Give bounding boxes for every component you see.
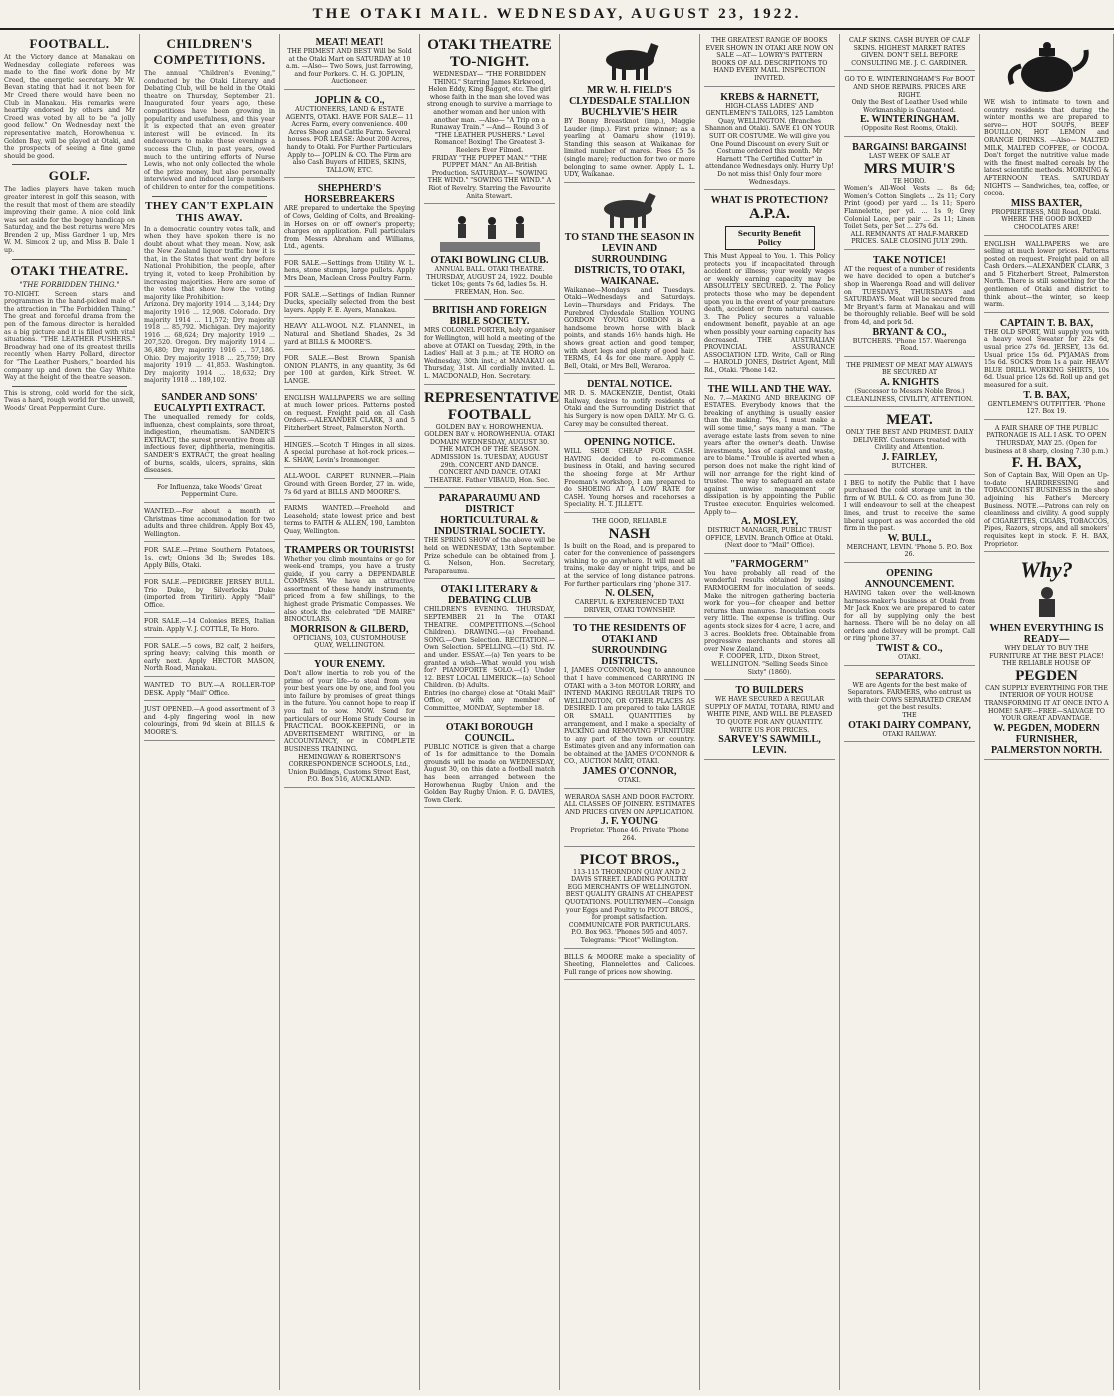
- krebs-name: KREBS & HARNETT,: [720, 91, 819, 103]
- sander-ad: [144, 389, 275, 479]
- stallion-body: BY Bonny Breastknot (imp.), Maggie Lauder (imp.). First prize winner; as a yearling at Oamaru show (1919). Standing this season at Waikanae for limited number of mares. Fees £5 5s (single mare); reduction for two or more belonging to same owner. Apply L. L. UDY, Waikanae.: [564, 118, 695, 179]
- column-4: [420, 34, 560, 1390]
- apa-ad: [704, 192, 835, 379]
- mosley-body: DISTRICT MANAGER, PUBLIC TRUST OFFICE, LEVIN. Branch Office at Otaki. (Next door to "Mail" Office).: [705, 527, 834, 550]
- tearooms-body: WE wish to intimate to town and country residents that during the winter months we are prepared to serve— HOT SOUPS, BEEF BOUILLON, HOT LEMON and ORANGE DRINKS. —Also— MALTED MILK, MALTED COFFEE, or COCOA. Don't forget the nutritive value made with the finest malted cereals by the latest scientific methods. MORNING & AFTERNOON TEAS. SATURDAY NIGHTS — Sandwiches, tea, coffee, or cocoa.: [984, 99, 1109, 198]
- stumps-ad: [284, 257, 415, 287]
- bible-society-ad: [424, 302, 555, 384]
- meat-body: ONLY THE BEST AND PRIMEST. DAILY DELIVERY. Customers treated with Civility and Attention.: [845, 429, 974, 452]
- knights-name: A. KNIGHTS: [880, 377, 939, 388]
- policy-word-1: Security: [737, 229, 771, 239]
- tb-bax-address: GENTLEMEN'S OUTFITTER. 'Phone 127. Box 19.: [987, 400, 1106, 416]
- pegden-heading: WHEN EVERYTHING IS READY—: [989, 623, 1104, 646]
- horticultural-body: THE SPRING SHOW of the above will be held on WEDNESDAY, 13th September. Prize schedule can be obtained from J. G. Nelson, Hon. Secretary, Paraparaumu.: [424, 537, 555, 575]
- flannel-text: HEAVY ALL-WOOL N.Z. FLANNEL, in Natural and Shetland Shades, 2s 3d yard at BILLS & MOORE'S.: [284, 323, 415, 346]
- golf-body: The ladies players have taken much greater interest in golf this season, with the result that most of them are steadily improving their game. A nice cold link was set aside for the bogey handicap on Saturday, and the best returns were Mrs Brenden 2 up, Miss Gardner 1 up, Mrs W. M. Simcox 2 up, and Miss B. Dale 1 up.: [4, 186, 135, 255]
- theatre-ad-body: WEDNESDAY— "THE FORBIDDEN THING." Starring James Kirkwood, Helen Eddy, King Baggot, etc. The girl whose faith in the man she loved was strong enough to survive a marriage to another woman and her union with another man. —Also— "A Trip on a Runaway Train." —And— Round 3 of "THE LEATHER PUSHERS." Level Romance! Boxing! The Greatest 3-Reelers Ever Filmed.: [426, 71, 553, 154]
- rep-football-body: GOLDEN BAY v. HOROWHENUA. GOLDEN BAY v. HOROWHENUA. OTAKI DOMAIN WEDNESDAY, AUGUST 30. THE MATCH OF THE SEASON. ADMISSION 1s. TUESDAY, AUGUST 29th. CONCERT AND DANCE. CONCERT AND DANCE. OTAKI THEATRE. Father VIBAUD, Hon. Sec.: [424, 423, 555, 484]
- wool-text: JUST OPENED.—A good assortment of 3 and 4-ply fingering wool in new colourings, from 9d skein at BILLS & MOORE'S.: [144, 706, 275, 736]
- bargains-heading: BARGAINS! BARGAINS!: [852, 141, 967, 153]
- theatre-article: [4, 263, 135, 382]
- literary-club-heading: OTAKI LITERARY & DEBATING CLUB: [440, 584, 539, 607]
- pegden-body: WHY DELAY TO BUY THE FURNITURE AT THE BEST PLACE! THE RELIABLE HOUSE OF: [989, 645, 1104, 668]
- farmogerm-ad: [704, 556, 835, 680]
- literary-club-body: CHILDREN'S EVENING. THURSDAY, SEPTEMBER 21 In The OTAKI THEATRE. COMPETITIONS.—(School Children). DRAWING.—(a) Freehand. SONG.—Own Selection. RECITATION.—Own Selection. SPELLING.—(1) Std. IV. and under. ESSAY.—(a) Ten years to be granted a wish—What would you wish for? PIANOFORTE SOLO.—(1) Under 12. BEST LOCAL LIMERICK—(a) School Children. (b) Adults.: [424, 606, 555, 690]
- bowling-body: ANNUAL BALL. OTAKI THEATRE. THURSDAY, AUGUST 24, 1922. Double ticket 10s; gents 7s 6d, ladies 5s. H. FREEMAN, Hon. Sec.: [426, 266, 553, 296]
- opening-notice-body: WILL SHOE CHEAP FOR CASH. HAVING decided to re-commence business in Otaki, and having secured the shoeing forge at Mr Arthur Freeman's workshop, I am prepared to do SHOEING AT A LOW RATE for CASH. Young horses and racehorses a Speciality. H. T. JILLETT.: [564, 448, 695, 509]
- olsen-body: CAREFUL & EXPERIENCED TAXI DRIVER, OTAKI TOWNSHIP.: [574, 599, 685, 614]
- theatre-subheading: "THE FORBIDDEN THING.": [19, 280, 120, 289]
- young-phone: Proprietor. 'Phone 46. Private 'Phone 264.: [570, 827, 689, 843]
- krebs-ad: [704, 89, 835, 191]
- prohibition-heading: THEY CAN'T EXPLAIN THIS AWAY.: [145, 199, 274, 224]
- butcher-notice-ad: [844, 252, 975, 357]
- krebs-body: HIGH-CLASS LADIES' AND GENTLEMEN'S TAILORS, 125 Lambton Quay, WELLINGTON. (Branches Shannon and Otaki). SAVE £1 ON YOUR SUIT OR COSTUME. We will give you One Pound Discount on every Suit or Costume ordered this month. Mr Harnett "The Certified Cutter" in attendance Wednesdays only. Hurry Up! Do not miss this! Only four more Wednesdays.: [704, 102, 835, 186]
- teapot-illustration: [1002, 40, 1092, 96]
- apa-name: A.P.A.: [749, 206, 790, 223]
- horse-illustration: [590, 191, 670, 229]
- column-8: [980, 34, 1114, 1390]
- hinges-ad: [284, 439, 415, 469]
- theatre-heading: OTAKI THEATRE.: [10, 262, 129, 278]
- dental-ad: [564, 376, 695, 432]
- theatre-ad: [424, 34, 555, 204]
- carrying-ad: [564, 620, 695, 788]
- farms-ad: [284, 502, 415, 539]
- horsebreakers-heading: SHEPHERD'S HORSEBREAKERS: [304, 183, 395, 206]
- influenza-ad: [144, 481, 275, 503]
- column-3: [280, 34, 420, 1390]
- joplin-name: JOPLIN & CO.,: [314, 94, 385, 106]
- pegden-name: PEGDEN: [1015, 667, 1078, 684]
- bowling-ad: [424, 206, 555, 300]
- peppermint-footer: This is strong, cold world for the sick, Twas a hard, rough world for the unwell, Woods' Great Peppermint Cure.: [4, 389, 135, 412]
- builders-ad: [704, 682, 835, 760]
- twist-name: TWIST & CO.,: [876, 643, 943, 655]
- theatre-body: TO-NIGHT. Screen stars and programmes in the hand-picked male of the attraction in "The Forbidden Thing." The great and forceful drama from the pen of the famous director is heralded as a big picture and it is filled with vital situations. "THE LEATHER PUSHERS." Broadway had one of its greatest thrills recently when Harry Pollard, director for "The Leather Pushers," boarded his company up and down the Gay White Way at the height of the theatre season.: [4, 290, 135, 382]
- cows-ad: [144, 640, 275, 677]
- butcher-notice-body: AT the request of a number of residents we have decided to open a butcher's shop in Waerenga Road and will deliver on TUESDAYS, THURSDAYS and SATURDAYS. Meat will be secured from Mr Bryant's farm at Manakau and will be thoroughly reliable. Beef will be sold from 4d, and pork 5d.: [844, 265, 975, 327]
- calf-skins-ad: [844, 34, 975, 71]
- knights-body: (Successor to Messrs Noble Bros.) CLEANLINESS, CIVILITY, ATTENTION.: [845, 388, 974, 403]
- desk-ad: [144, 679, 275, 701]
- policy-word-2: Benefit: [772, 229, 802, 239]
- hemingway-address: HEMINGWAY & ROBERTSON'S CORRESPONDENCE SCHOOLS, Ltd., Union Buildings, Customs Street East, P.O. Box 516, AUCKLAND.: [288, 753, 411, 784]
- harness-heading: OPENING ANNOUNCEMENT.: [864, 567, 955, 590]
- tearooms-ad: [984, 34, 1109, 236]
- knights-pre: THE PRIMEST OF MEAT MAY ALWAYS BE SECURED AT: [846, 361, 973, 377]
- fh-bax-name: F. H. BAX,: [1011, 455, 1082, 472]
- captain-bax-body: THE OLD SPORT, Will supply you with a heavy wool Sweater for 22s 6d, usual price 27s 6d. JERSEY, 13s 6d. Usual price 15s 6d. PYJAMAS from 15s 6d. SOCKS from 1s a pair. HEAVY BLUE DRILL WORKING SHIRTS, 10s 6d. Usual price 12s 6d. Roll up and get measured for a suit.: [984, 328, 1109, 389]
- will-body: No. 7.—MAKING AND BREAKING OF ESTATES. Everybody knows that the breaking of anything is usually easier than the making. "Yes, I must make a will some time," says many a man. "The average estate lasts from seven to nine years after the owner's death. Unwise investments, loss of capital and waste, are to blame." Trouble is averted when a person does not make the right kind of will nor arrange for the right kind of trustee. The way to safeguard an estate against unwise management or dissipation is by appointing the Public Trustee executor. Enquiries welcomed. Apply to—: [704, 394, 835, 516]
- masthead-title: THE OTAKI MAIL. WEDNESDAY, AUGUST 23, 1922.: [312, 6, 802, 22]
- bills-moore-text: BILLS & MOORE make a speciality of Sheeting, Flannelettes and Calicoes. Full range of prices now showing.: [564, 953, 695, 976]
- bryant-address: BUTCHERS. 'Phone 157. Waerenga Road.: [852, 337, 967, 353]
- divider: [12, 259, 127, 260]
- dairy-pre: THE: [902, 712, 917, 720]
- wanted-text: WANTED.—For about a month at Christmas time accommodation for two adults and three children. Apply Box 45, Wellington.: [144, 507, 275, 538]
- farmogerm-heading: "FARMOGERM": [729, 558, 810, 570]
- dairy-name: OTAKI DAIRY COMPANY,: [848, 719, 971, 731]
- influenza-text: For Influenza, take Woods' Great Peppermint Cure.: [157, 483, 262, 499]
- will-ad: [704, 381, 835, 554]
- wanted-ad: [144, 505, 275, 542]
- oconnor-name: JAMES O'CONNOR,: [582, 766, 677, 778]
- football-article: [4, 36, 135, 160]
- captain-bax-name: CAPTAIN T. B. BAX,: [999, 317, 1094, 329]
- trampers-body: Whether you climb mountains or go for week-end tramps, you have a trusty guide, if you carry a DEPENDABLE COMPASS. We have an attractive assortment of these handy instruments, priced from a few shillings, to the highest grade Prismatic Compasses. We also stock the celebrated "DE MAIRE" BINOCULARS.: [284, 555, 415, 624]
- bull-address: MERCHANT, LEVIN. 'Phone 5. P.O. Box 26.: [846, 543, 973, 559]
- bowlers-illustration: [440, 212, 540, 252]
- trampers-heading: TRAMPERS OR TOURISTS!: [284, 544, 415, 556]
- young-name: J. F. YOUNG: [600, 816, 659, 828]
- sander-body: The unequalled remedy for colds, influenza, chest complaints, sore throat, indigestion, rheumatism. SANDER'S EXTRACT, the surest preventive from all infectious fever, diphtheria, meningitis. SANDER'S EXTRACT, the great healing of burns, scalds, ulcers, sprains, skin diseases.: [144, 413, 275, 475]
- baxter-body: PROPRIETRESS, Mill Road, Otaki. WHERE THE GOOD BOXED CHOCOLATES ARE!: [991, 208, 1102, 231]
- apa-heading: WHAT IS PROTECTION?: [710, 195, 829, 207]
- meat-mart-heading: MEAT! MEAT!: [315, 37, 384, 48]
- golf-article: [4, 168, 135, 254]
- hairdresser-body: Son of Captain Bax, Will Open an Up-to-date HAIRDRESSING and TOBACCONIST BUSINESS in the shop adjoining his Father's Mercery Business. NOTE.—Patrons can rely on cleanliness and civility. A good supply of CIGARETTES, CIGARS, TOBACCOS, Pipes, Razors, strops, and all smokers' requisites kept in stock. F. H. BAX, Proprietor.: [984, 472, 1109, 548]
- prohibition-body: In a democratic country votes talk, and when they have spoken there is no doubt about what they mean. Now, ask the New Zealand liquor traffic how it is that, in the States that went dry before National Prohibition, the people, after trying it, voted to keep Prohibition by increasing majorities. Here are some of the votes that show how the voting majority like Prohibition:: [144, 225, 275, 301]
- apa-body: This Must Appeal to You. 1. This Policy protects you if incapacitated through accident or illness; your weekly wages or weekly earning capacity may be ABSOLUTELY SECURED. 2. The Policy protects those who may be dependent upon you in the event of your premature death, accident or from natural causes. 3. The Policy secures a valuable endowment benefit, payable at an age when possibly your earning capacity has decreased. THE AUSTRALIAN PROVINCIAL ASSURANCE ASSOCIATION LTD. Write, Call or Ring— HAROLD JONES, District Agent, Mill Rd., Otaki. 'Phone 142.: [704, 253, 835, 374]
- stumps-text: FOR SALE.—Settings from Utility W. L. hens, stone stumps, large pullets. Apply Mrs Dean, Maclean Cross Poultry Farm.: [284, 259, 415, 283]
- divider: [12, 164, 127, 165]
- nash-pre: THE GOOD, RELIABLE: [592, 518, 667, 525]
- horsebreakers-ad: [284, 180, 415, 255]
- sander-heading: SANDER AND SONS' EUCALYPTI EXTRACT.: [153, 391, 266, 414]
- wallpaper2-text: ENGLISH WALLPAPERS we are selling at much lower prices. Patterns posted on request. Freight paid on all Cash Orders.—ALEXANDER CLARK, 3 and 5 Fitzherbert Street, Palmerston North. There is still something for the gentlemen of Otaki and district to think about—the winter, so keep warm.: [984, 240, 1109, 309]
- prohibition-votes: Arizona. Dry majority 1914 ... 3,144; Dry majority 1916 ... 12,908. Colorado. Dry majority 1914 ... 11,572; Dry majority 1918 ... 85,792. Michigan. Dry majority 1916 ... 68,624; Dry majority 1919 ... 207,520. Oregon. Dry majority 1914 ... 36,480; Dry majority 1916 ... 57,186. Ohio. Dry majority 1918 ... 25,759; Dry majority 1919 ... 41,853. Washington. Dry majority 1914 ... 18,632; Dry majority 1918 ... 189,102.: [144, 301, 275, 385]
- bees-text: FOR SALE.—14 Colonies BEES, Italian strain. Apply V. J. COTTLE, Te Horo.: [144, 618, 275, 634]
- young-gordon-body: Waikanae—Mondays and Tuesdays. Otaki—Wednesdays and Saturdays. Levin—Thursdays and Fridays. The Purebred Clydesdale Stallion YOUNG GORDON YOUNG GORDON is a handsome brown horse with black points, and stands 16½ hands high. He shows great action and good temper, with short legs and plenty of good hair. TERMS, £4 4s for one mare. Apply C. Bell, Otaki, or Mrs Bell, Weraroa.: [564, 286, 695, 370]
- horse-illustration: [590, 40, 670, 82]
- wallpaper-ad: [284, 392, 415, 437]
- carrying-body: I, JAMES O'CONNOR, beg to announce that I have commenced CARRYING IN OTAKI with a 3-ton MOTOR LORRY, and INTEND MAKING REGULAR TRIPS TO WELLINGTON, OR OTHER PLACES AS DESIRED. I am prepared to take LARGE OR SMALL QUANTITIES by arrangement, and I make a specialty of PACKING and REMOVING FURNITURE to any part of the town or country. Estimates given and any information can be obtained at the JAMES O'CONNOR & CO., AUCTION MART, OTAKI.: [564, 667, 695, 766]
- harness-ad: [844, 565, 975, 666]
- young-gordon-heading: TO STAND THE SEASON IN LEVIN AND SURROUNDING DISTRICTS, TO OTAKI, WAIKANAE.: [564, 231, 695, 287]
- butcher-notice-heading: TAKE NOTICE!: [873, 254, 946, 266]
- builders-body: WE HAVE SECURED A REGULAR SUPPLY OF MATAI, TOTARA, RIMU and WHITE PINE, AND WILL BE PLEASED TO QUOTE FOR ANY QUANTITY. WRITE US FOR PRICES.: [705, 696, 834, 734]
- competitions-heading: CHILDREN'S COMPETITIONS.: [153, 36, 266, 67]
- wintringham-heading: GO TO E. WINTERINGHAM'S For BOOT AND SHOE REPAIRS. PRICES ARE RIGHT.: [844, 76, 975, 99]
- captain-bax-ad: [984, 315, 1109, 420]
- sawmill-name: SARVEY'S SAWMILL, LEVIN.: [718, 734, 821, 757]
- wintringham-ad: [844, 73, 975, 137]
- trampers-ad: [284, 542, 415, 655]
- bible-society-body: MRS COLONEL PORTER, holy organiser for Wellington, will hold a meeting of the above at OTAKI on Tuesday, 29th, in the Ladies' Hall at 3 p.m.; at TE HORO on Wednesday, 30th inst.; at MANAKAU on Thursday, 31st. All cordially invited. L. L. MACDONALD, Hon. Secretary.: [424, 327, 555, 381]
- bryant-name: BRYANT & CO.,: [872, 326, 947, 338]
- farmogerm-body: You have probably all read of the wonderful results obtained by using FARMOGERM for inoculation of seeds. Make the nitrogen gathering bacteria work for you—for cheaper and better returns than manures. Inoculation costs very little. The expense is trifling. Our agents stock sizes for 4 acre, 1 acre, and 3 acres. Booklets free. Obtainable from progressive merchants and stores all over New Zealand.: [704, 569, 835, 653]
- fairley-name: J. FAIRLEY,: [881, 451, 938, 463]
- why-heading: Why?: [1020, 557, 1073, 583]
- cooper-address: F. COOPER, LTD., Dixon Street, WELLINGTON. "Selling Seeds Since Sixty" (1860).: [711, 653, 828, 676]
- nash-body: Is built on the Road, and is prepared to cater for the convenience of passengers wishing to go anywhere. It will meet all trains, make day or night trips, and be at the service of long distance patrons. For further particulars ring 'phone 317.: [564, 542, 695, 588]
- stallion-ad: [564, 34, 695, 183]
- wintringham-name: E. WINTERINGHAM.: [860, 114, 959, 126]
- council-body: PUBLIC NOTICE is given that a charge of 1s for admittance to the Domain grounds will be made on WEDNESDAY, August 30, on this date a football match has been arranged between the Horowhenua Rugby Union and the Golden Bay Rugby Union. F. G. DAVIES, Town Clerk.: [424, 743, 555, 804]
- enemy-ad: [284, 656, 415, 788]
- pegden-ad: [984, 554, 1109, 760]
- builders-heading: TO BUILDERS: [735, 685, 804, 697]
- bills-moore-ad: [564, 951, 695, 981]
- muirs-name: MRS MUIR'S: [863, 160, 956, 177]
- fairley-ad: [844, 409, 975, 474]
- muirs-pre: LAST WEEK OF SALE AT: [868, 152, 951, 160]
- opening-notice-ad: [564, 434, 695, 513]
- picot-name: PICOT BROS.,: [579, 851, 680, 868]
- wallpaper-text: ENGLISH WALLPAPERS we are selling at much lower prices. Patterns posted on request. Freight paid on all Cash Orders.—ALEXANDER CLARK, 3 and 5 Fitzherbert Street, Palmerston North.: [284, 394, 415, 432]
- literary-club-footer: Entries (no charge) close at "Otaki Mail" Office, or with any member of Committee, MONDAY, September 18.: [424, 689, 555, 713]
- literary-club-ad: [424, 581, 555, 716]
- young-gordon-ad: [564, 185, 695, 375]
- wintringham-address: (Opposite Rest Rooms, Otaki).: [861, 125, 958, 133]
- horticultural-heading: PARAPARAUMU AND DISTRICT HORTICULTURAL & INDUSTRIAL SOCIETY.: [433, 493, 546, 538]
- column-1: [0, 34, 140, 1390]
- hairdresser-ad: [984, 422, 1109, 552]
- ducks-ad: [284, 289, 415, 319]
- horticultural-ad: [424, 490, 555, 579]
- competitions-body: The annual "Children's Evening," conducted by the Otaki Literary and Debating Club, will be held in the Otaki theatre on Thursday, September 21. Inaugurated four years ago, these competitions have been growing in popularity and usefulness, and this year it is expected that an even greater interest will be evinced. In its endeavours to make these evenings a success the Club, in past years, owed much to the untiring efforts of Nurse Lewis, who not only collected the whole of the prize money, but also personally interviewed and induced large numbers of children to enter for the competitions.: [144, 70, 275, 191]
- council-ad: [424, 719, 555, 809]
- separators-ad: [844, 668, 975, 743]
- picot-ad: [564, 849, 695, 949]
- flannel-ad: [284, 320, 415, 350]
- nash-ad: [564, 515, 695, 618]
- bull-name: W. BULL,: [887, 532, 932, 544]
- wool-ad: [144, 703, 275, 740]
- weraroa-ad: [564, 791, 695, 847]
- divider: [152, 196, 267, 197]
- divider: [12, 386, 127, 387]
- carpet-text: ALL-WOOL CARPET RUNNER.—Plain Ground with Green Border, 27 in. wide, 7s 6d yard at BILLS AND MOORE'S.: [284, 473, 415, 496]
- ducks-text: FOR SALE.—Settings of Indian Runner Ducks, specially selected from the best layers. Apply F. E. Ayers, Manakau.: [284, 291, 415, 314]
- football-body: At the Victory dance at Manakau on Wednesday collegiate referees was made to the fine work done by Mr Creed, the energetic secretary. Mr W. Bevan stating that had it not been for Mr Creed there would have been no Club in Manakau. His remarks were heartily endorsed by others and Mr Creed was voted by all to be "a jolly good fellow." On Wednesday next the representative match, Horowhenua v. Golden Bay, will be played at Otaki, and the prospects of seeing a fine game should be good.: [4, 54, 135, 160]
- weraroa-body: WERAROA SASH AND DOOR FACTORY. ALL CLASSES OF JOINERY. ESTIMATES AND PRICES GIVEN ON APPLICATION.: [564, 793, 695, 816]
- onion-text: FOR SALE.—Best Brown Spanish ONION PLANTS, in any quantity, 3s 6d per 100 at garden, Kirk Street. W. LANGE.: [284, 355, 415, 385]
- prohibition-article: [144, 200, 275, 385]
- competitions-article: [144, 36, 275, 192]
- column-6: [700, 34, 840, 1390]
- meat-mart-ad: [284, 34, 415, 90]
- policy-word-3: Policy: [757, 238, 782, 248]
- theatre-ad-heading: OTAKI THEATRE TO-NIGHT.: [427, 37, 552, 70]
- desk-text: WANTED TO BUY.—A ROLLER-TOP DESK. Apply "Mail" Office.: [144, 682, 275, 697]
- council-heading: OTAKI BOROUGH COUNCIL.: [445, 721, 534, 744]
- potatoes-ad: [144, 544, 275, 574]
- wallpaper2-ad: [984, 238, 1109, 313]
- muirs-town: TE HORO.: [893, 177, 926, 185]
- meat-heading: MEAT.: [886, 412, 933, 429]
- rep-football-ad: [424, 387, 560, 489]
- dairy-address: OTAKI RAILWAY.: [882, 730, 937, 738]
- calf-skins-text: CALF SKINS. CASH BUYER OF CALF SKINS. HIGHEST MARKET RATES GIVEN. DON'T SELL BEFORE CONSULTING ME. J. C. GARDINER.: [848, 37, 971, 67]
- onion-ad: [284, 352, 415, 389]
- oconnor-town: OTAKI.: [618, 777, 641, 785]
- bull-ad: [844, 477, 975, 563]
- golf-heading: GOLF.: [48, 168, 91, 184]
- joplin-body: AUCTIONEERS, LAND & ESTATE AGENTS, OTAKI. HAVE FOR SALE— 11 Acres Farm, every convenience. 400 Acres Sheep and Cattle Farm. Several houses. FOR LEASE: About 200 Acres, handy to Otaki. For Further Particulars Apply to— JOPLIN & CO. The Firm are also Cash Buyers of HIDES, SKINS, TALLOW, ETC.: [285, 105, 414, 174]
- picot-body: 113-115 THORNDON QUAY AND 2 DAVIS STREET. LEADING POULTRY EGG MERCHANTS OF WELLINGTON. BEST QUALITY GRAINS AT CHEAPEST QUOTATIONS. POULTRYMEN—Consign your Eggs and Poultry to PICOT BROS., for prompt satisfaction. COMMUNICATE FOR PARTICULARS. P.O. Box 963. 'Phones 595 and 4057. Telegrams: "Picot" Wellington.: [564, 868, 695, 944]
- muirs-remnants: ALL REMNANTS AT HALF-MARKED PRICES. SALE CLOSING JULY 29th.: [850, 230, 969, 246]
- potatoes-text: FOR SALE.—Prime Southern Potatoes, 1s. cwt; Onions 3d lb; Swedes 18s. Apply Bills, Otaki.: [144, 547, 275, 570]
- bowling-heading: OTAKI BOWLING CLUB.: [430, 255, 549, 267]
- bull-body: I BEG to notify the Public that I have purchased the cold storage unit in the firm of W. BULL & CO. as from June 30. I will endeavour to sell at the cheapest lines, and trust to receive the same liberal support as was accorded the old firm in the past.: [844, 479, 975, 533]
- pegden-tagline: CAN SUPPLY EVERYTHING FOR THE INTERIOR OF YOUR HOUSE TRANSFORMING IT AT ONCE INTO A HOME! SAFE—FREE—SALVAGE TO YOUR GREAT ADVANTAGE.: [984, 684, 1109, 723]
- lowrys-text: THE GREATEST RANGE OF BOOKS EVER SHOWN IN OTAKI ARE NOW ON SALE —AT— LOWRY'S PATTERN BOOKS OF ALL DESCRIPTIONS TO HAND EVERY MAIL. INSPECTION INVITED.: [705, 37, 834, 82]
- horsebreakers-body: ARE prepared to undertake the Speying of Cows, Gelding of Colts, and Breaking-in Horses on or off owner's property; charges on application. Full particulars from Messrs Abraham and Williams, Ltd., agents.: [284, 205, 415, 251]
- opening-notice-heading: OPENING NOTICE.: [583, 437, 676, 449]
- joplin-ad: [284, 92, 415, 178]
- theatre-ad-friday: FRIDAY "THE PUPPET MAN." "THE PUPPET MAN." An All-British Production. SATURDAY— "SOWING THE WIND." "SOWING THE WIND." A Riot of Revelry. Starring the Favourite Anita Stewart.: [427, 154, 552, 200]
- fairley-trade: BUTCHER.: [891, 462, 928, 470]
- enemy-heading: YOUR ENEMY.: [314, 659, 385, 671]
- tb-bax-name: T. B. BAX,: [1023, 389, 1070, 401]
- figure-illustration: [1017, 586, 1077, 620]
- nash-name: NASH: [608, 525, 651, 542]
- bull-sale-text: FOR SALE.—PEDIGREE JERSEY BULL. Trio Duke, by Silverlocks Duke (imported from Tiritiri). Apply "Mail" Office.: [144, 579, 275, 609]
- cows-text: FOR SALE.—5 cows, B2 calf, 2 heifers, spring heavy; calving this month or early next. Apply HECTOR MASON, North Road, Manakau.: [144, 642, 275, 673]
- baxter-name: MISS BAXTER,: [1010, 197, 1083, 209]
- bees-ad: [144, 615, 275, 637]
- column-2: [140, 34, 280, 1390]
- separators-body: WE are Agents for the best make of Separators. FARMERS, who entrust us with their COWS SEPARATED CREAM get the best results.: [847, 681, 972, 712]
- knights-ad: [844, 359, 975, 407]
- pegden-footer: W. PEGDEN, MODERN FURNISHER, PALMERSTON NORTH.: [991, 722, 1102, 756]
- twist-town: OTAKI.: [898, 654, 921, 662]
- mosley-name: A. MOSLEY,: [740, 516, 799, 528]
- football-heading: FOOTBALL.: [29, 36, 110, 51]
- dental-heading: DENTAL NOTICE.: [587, 379, 672, 391]
- farms-text: FARMS WANTED.—Freehold and Leasehold; state lowest price and best terms to FAITH & ALLEN, 190, Lambton Quay, Wellington.: [284, 505, 415, 535]
- wintringham-body: Only the Best of Leather Used while Workmanship is Guaranteed.: [851, 99, 968, 114]
- olsen-name: N. OLSEN,: [605, 588, 654, 600]
- will-heading: THE WILL AND THE WAY.: [707, 383, 832, 395]
- carrying-heading: TO THE RESIDENTS OF OTAKI AND SURROUNDING DISTRICTS.: [572, 623, 687, 668]
- hairdresser-pre: A FAIR SHARE OF THE PUBLIC PATRONAGE IS ALL I ASK. TO OPEN THURSDAY, MAY 25. (Open for business at 8 sharp, closing 7.30 p.m.): [984, 424, 1109, 455]
- lowrys-ad: [704, 34, 835, 87]
- morrison-name: MORRISON & GILBERD,: [290, 623, 409, 635]
- separators-heading: SEPARATORS.: [875, 670, 944, 682]
- policy-box: [725, 226, 815, 250]
- column-5: [560, 34, 700, 1390]
- dental-body: MR D. S. MACKENZIE, Dentist, Otaki Railway, desires to notify residents of Otaki and the Surrounding District that his Surgery is now open DAILY. Mr G. G. Carey may be consulted thereat.: [564, 390, 695, 428]
- rep-football-heading: REPRESENTATIVE FOOTBALL: [424, 389, 560, 423]
- meat-mart-body: THE PRIMEST AND BEST Will be Sold at the Otaki Mart on SATURDAY at 10 a.m. —Also— Two Sows, just farrowing, and four Porkers. C. H. G. JOPLIN, Auctioneer.: [286, 48, 413, 86]
- bull-sale-ad: [144, 576, 275, 613]
- muirs-prices: Women's All-Wool Vests ... 8s 6d; Women's Cotton Singlets ... 2s 11; Cory Print (good) per yard ... 1s 11; Spero Flannelette, per yd. ... 1s 9; Grey Colonial Lace, per pair ... 2s 11; Linen Toilet Sets, per Set ... 27s 6d.: [844, 185, 975, 231]
- muirs-ad: [844, 139, 975, 250]
- column-7: [840, 34, 980, 1390]
- hinges-text: HINGES.—Scotch T Hinges in all sizes. A special purchase at hot-rock prices.—K. SHAW, Levin's Ironmonger.: [284, 441, 415, 464]
- enemy-body: Don't allow inertia to rob you of the prime of your life—to steal from you your best years one by one, and fool you into failure by promises of great things in the future. You cannot hope to reap if you fail to sow. NOW. Send for particulars of our Home Study Course in PRACTICAL BOOK-KEEPING, or in ADVERTISEMENT WRITING, or in ACCOUNTANCY, or in COMPLETE BUSINESS TRAINING.: [284, 670, 415, 753]
- bible-society-heading: BRITISH AND FOREIGN BIBLE SOCIETY.: [432, 305, 547, 328]
- carpet-ad: [284, 470, 415, 500]
- morrison-address: OPTICIANS, 103, CUSTOMHOUSE QUAY, WELLINGTON.: [293, 634, 406, 650]
- stallion-heading: MR W. H. FIELD'S CLYDESDALE STALLION BUCHLYVIE'S HEIR: [569, 85, 690, 118]
- harness-body: HAVING taken over the well-known harness-maker's business at Otaki from Mr Jack Knox we are prepared to cater for all by supplying only the best harness. There will be no delay on all orders and delivery will be prompt. Call or ring 'phone 37.: [844, 589, 975, 643]
- masthead: [0, 0, 1114, 30]
